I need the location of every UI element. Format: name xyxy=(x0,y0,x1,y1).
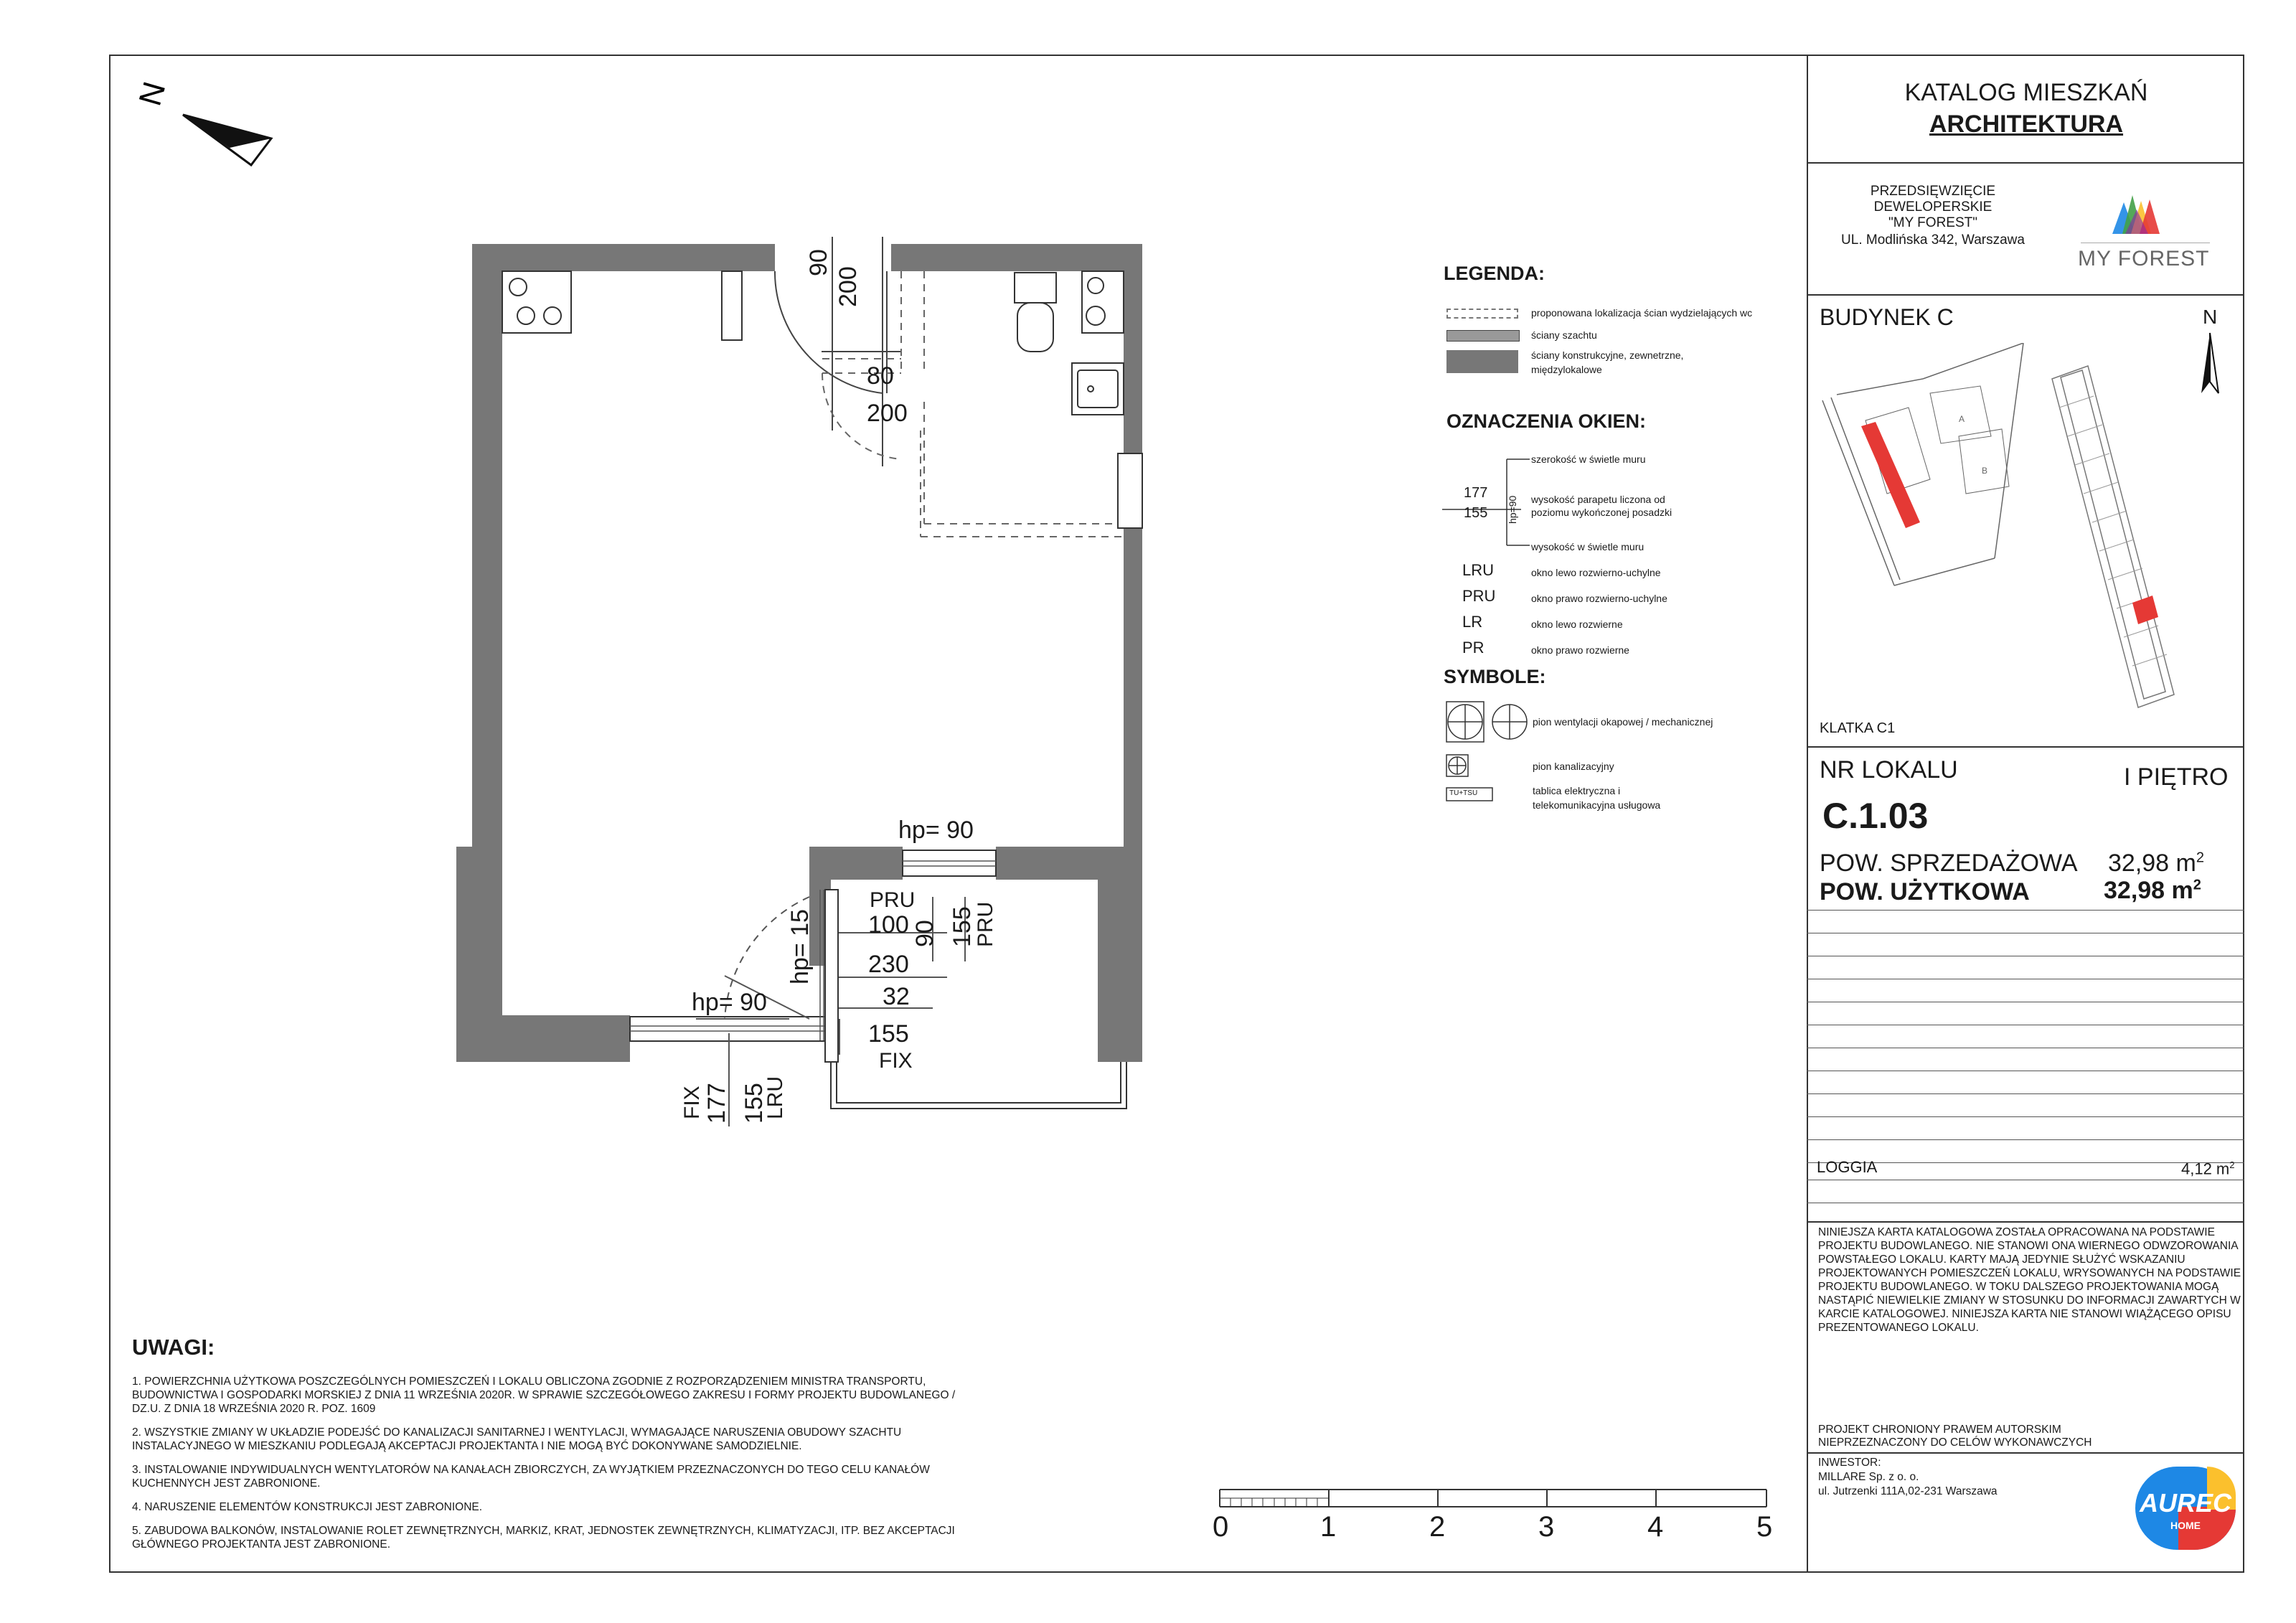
dim-32: 32 xyxy=(883,983,910,1010)
copyright-line-1: PROJEKT CHRONIONY PRAWEM AUTORSKIM xyxy=(1818,1424,2061,1436)
scale-0: 0 xyxy=(1213,1511,1229,1543)
scale-1: 1 xyxy=(1320,1511,1337,1543)
hp-15: hp= 15 xyxy=(786,909,814,984)
my-forest-logo-icon xyxy=(2108,191,2165,237)
code-pr-desc: okno prawo rozwierne xyxy=(1531,644,1629,656)
developer-line-3: "MY FOREST" xyxy=(1888,215,1977,230)
developer-line-1: PRZEDSIĘWZIĘCIE xyxy=(1870,184,1996,199)
my-forest-logo-text: MY FOREST xyxy=(2078,247,2210,270)
loggia-balustrade xyxy=(831,1062,1126,1109)
dim-wc-width: 80 xyxy=(867,362,894,390)
symbol-sewer-desc: pion kanalizacyjny xyxy=(1533,761,1614,772)
scale-3: 3 xyxy=(1538,1511,1555,1543)
note-5: 5. ZABUDOWA BALKONÓW, INSTALOWANIE ROLET ZEWNĘTRZNYCH, MARKIZ, KRAT, JEDNOSTEK ZEWNĘTRZNYCH, KLIMATYZACJI, ITP. BEZ AKCEPTACJI GŁÓWNEGO PROJEKTANTA JEST ZABRONIONE. xyxy=(132,1525,955,1551)
catalog-title: KATALOG MIESZKAŃ xyxy=(1904,79,2148,106)
north-arrow-label: N xyxy=(132,77,173,110)
win-sill-desc-1: wysokość parapetu liczona od xyxy=(1531,494,1665,505)
win-hp: hp=90 xyxy=(1507,495,1518,524)
legend-item-1: proponowana lokalizacja ścian wydzielających wc xyxy=(1531,307,1753,319)
dim-wc-height: 200 xyxy=(867,400,908,427)
symbol-elec-desc-2: telekomunikacyjna usługowa xyxy=(1533,799,1661,811)
legend-structural-swatch xyxy=(1446,350,1518,373)
legend-item-4: międzylokalowe xyxy=(1531,364,1602,375)
divider-3 xyxy=(1807,746,2244,748)
code-lr-desc: okno lewo rozwierne xyxy=(1531,618,1623,630)
dim-155-lru: 155 xyxy=(740,1083,768,1124)
disclaimer: NINIEJSZA KARTA KATALOGOWA ZOSTAŁA OPRACOWANA NA PODSTAWIE PROJEKTU BUDOWLANEGO. NIE STANOWI ONA WIERNEGO ODWZOROWANIA POWSTAŁEGO LOKALU. KARTY MAJĄ JEDYNIE SŁUŻYĆ WSKAZANIU PROJEKTOWANYCH POMIESZCZEŃ LOKALU, WRYSOWANYCH NA PODSTAWIE PROJEKTU BUDOWLANEGO. W TOKU DALSZEGO PROJEKTOWANIA MOGĄ NASTĄPIĆ NIEWIELKIE ZMIANY W STOSUNKU DO INFORMACJI ZAWARTYCH W KARCIE KATALOGOWEJ. NINIEJSZA KARTA NIE STANOWI WIĄŻĄCEGO OPISU PREZENTOWANEGO LOKALU. xyxy=(1818,1226,2241,1334)
developer-line-2: DEWELOPERSKIE xyxy=(1873,199,1992,215)
fix-bottom: FIX xyxy=(879,1049,913,1073)
klatka-label: KLATKA C1 xyxy=(1820,720,1896,736)
symbols-title: SYMBOLE: xyxy=(1444,666,1546,687)
code-pru-desc: okno prawo rozwierno-uchylne xyxy=(1531,593,1667,604)
hp-top-window: hp= 90 xyxy=(898,817,974,844)
catalog-subtitle: ARCHITEKTURA xyxy=(1929,110,2124,138)
legend-dashed-swatch xyxy=(1446,309,1518,319)
notes-list xyxy=(132,1375,957,1561)
kitchen-unit xyxy=(502,271,571,333)
unit-number: C.1.03 xyxy=(1822,796,1929,836)
win-width-desc: szerokość w świetle muru xyxy=(1531,453,1646,465)
code-pr: PR xyxy=(1462,639,1485,657)
pru-top: PRU xyxy=(870,888,916,912)
pru-right: PRU xyxy=(974,901,997,947)
note-4: 4. NARUSZENIE ELEMENTÓW KONSTRUKCJI JEST ZABRONIONE. xyxy=(132,1501,483,1513)
symbol-icons xyxy=(1444,700,1537,815)
dim-155-fix: 155 xyxy=(868,1020,909,1048)
win-num-2: 155 xyxy=(1464,505,1488,521)
usable-area-label: POW. UŻYTKOWA xyxy=(1820,878,2030,905)
win-num-1: 177 xyxy=(1464,485,1488,501)
usable-area-value: 32,98 $m^2$ xyxy=(2104,877,2201,904)
divider-2 xyxy=(1807,294,2244,296)
code-lru: LRU xyxy=(1462,561,1495,579)
scale-2: 2 xyxy=(1429,1511,1446,1543)
investor-label: INWESTOR: xyxy=(1818,1457,1881,1469)
unit-nr-label: NR LOKALU xyxy=(1820,756,1958,784)
scale-bar xyxy=(1213,1485,1779,1514)
site-plan xyxy=(1815,343,2239,730)
site-north-label: N xyxy=(2203,306,2218,328)
loggia-label: LOGGIA xyxy=(1817,1158,1878,1176)
dim-155-right: 155 xyxy=(949,906,976,947)
toilet xyxy=(1015,273,1056,352)
copyright-line-2: NIEPRZEZNACZONY DO CELÓW WYKONAWCZYCH xyxy=(1818,1436,2092,1449)
legend-item-2: ściany szachtu xyxy=(1531,329,1597,341)
unit-floor: I PIĘTRO xyxy=(2124,763,2229,791)
aurec-logo-sub: HOME xyxy=(2170,1520,2201,1531)
note-2: 2. WSZYSTKIE ZMIANY W UKŁADZIE PODEJŚĆ DO KANALIZACJI SANITARNEJ I WENTYLACJI, WYMAGAJĄCE NARUSZENIA OBUDOWY SZACHTU INSTALACYJNEGO W MIESZKANIU PODLEGAJĄ AKCEPTACJI PROJEKTANTA I NIE MOGĄ BYĆ DOKONYWANE SAMODZIELNIE. xyxy=(132,1426,902,1452)
code-lr: LR xyxy=(1462,613,1483,631)
svg-text:A: A xyxy=(1959,414,1965,424)
installation-shaft xyxy=(722,271,742,340)
legend-shaft-swatch xyxy=(1446,330,1520,342)
code-pru: PRU xyxy=(1462,587,1496,605)
investor-address: ul. Jutrzenki 111A,02-231 Warszawa xyxy=(1818,1485,1998,1497)
divider-1 xyxy=(1807,162,2244,164)
investor-name: MILLARE Sp. z o. o. xyxy=(1818,1471,1919,1483)
sales-area-value: 32,98 $m^2$ xyxy=(2108,850,2204,877)
dim-door-height: 200 xyxy=(834,266,862,307)
svg-text:B: B xyxy=(1982,466,1988,476)
hp-left-window: hp= 90 xyxy=(692,989,767,1016)
dim-177: 177 xyxy=(703,1083,730,1124)
note-1: 1. POWIERZCHNIA UŻYTKOWA POSZCZEGÓLNYCH POMIESZCZEŃ I LOKALU OBLICZONA ZGODNIE Z ROZPORZĄDZENIEM MINISTRA TRANSPORTU, BUDOWNICTWA I GOSPODARKI MORSKIEJ Z DNIA 11 WRZEŚNIA 2020R. W SPRAWIE SZCZEGÓŁOWEGO ZAKRESU I FORMY PROJEKTU BUDOWLANEGO / DZ.U. Z DNIA 18 WRZEŚNIA 2020 R. POZ. 1609 xyxy=(132,1375,956,1415)
scale-4: 4 xyxy=(1647,1511,1664,1543)
washbasin xyxy=(1072,363,1124,415)
dim-100: 100 xyxy=(868,911,909,938)
loggia-value: 4,12 $m^2$ xyxy=(2181,1159,2235,1178)
note-3: 3. INSTALOWANIE INDYWIDUALNYCH WENTYLATORÓW NA KANAŁACH ZBIORCZYCH, ZA WYJĄTKIEM PRZEZNACZONYCH DO TEGO CELU KANAŁÓW KUCHENNYCH JEST ZABRONIONE. xyxy=(132,1464,930,1490)
win-height-desc: wysokość w świetle muru xyxy=(1531,541,1645,552)
symbol-box-text: TU+TSU xyxy=(1449,789,1478,797)
lru-label: LRU xyxy=(763,1076,787,1119)
legend-item-3: ściany konstrukcyjne, zewnetrzne, xyxy=(1531,349,1684,361)
code-lru-desc: okno lewo rozwierno-uchylne xyxy=(1531,567,1661,578)
bathroom-shaft xyxy=(1082,271,1124,333)
symbol-elec-desc-1: tablica elektryczna i xyxy=(1533,785,1621,796)
building-label: BUDYNEK C xyxy=(1820,304,1954,330)
win-sill-desc-2: poziomu wykończonej posadzki xyxy=(1531,507,1672,518)
aurec-logo-text: AUREC xyxy=(2139,1488,2231,1518)
fix-left: FIX xyxy=(680,1086,704,1119)
dim-230: 230 xyxy=(868,951,909,978)
developer-line-4: UL. Modlińska 342, Warszawa xyxy=(1841,232,2025,248)
scale-5: 5 xyxy=(1756,1511,1773,1543)
north-arrow xyxy=(133,78,271,165)
legend-title: LEGENDA: xyxy=(1444,263,1545,284)
dim-90: 90 xyxy=(911,920,938,947)
notes-title: UWAGI: xyxy=(132,1335,215,1360)
windows-legend-title: OZNACZENIA OKIEN: xyxy=(1446,410,1646,432)
sales-area-label: POW. SPRZEDAŻOWA xyxy=(1820,850,2078,877)
aurec-logo xyxy=(2135,1467,2237,1551)
symbol-vent-desc: pion wentylacji okapowej / mechanicznej xyxy=(1533,716,1713,728)
title-block-divider xyxy=(1807,55,1808,1573)
dim-door-width: 90 xyxy=(805,249,832,276)
